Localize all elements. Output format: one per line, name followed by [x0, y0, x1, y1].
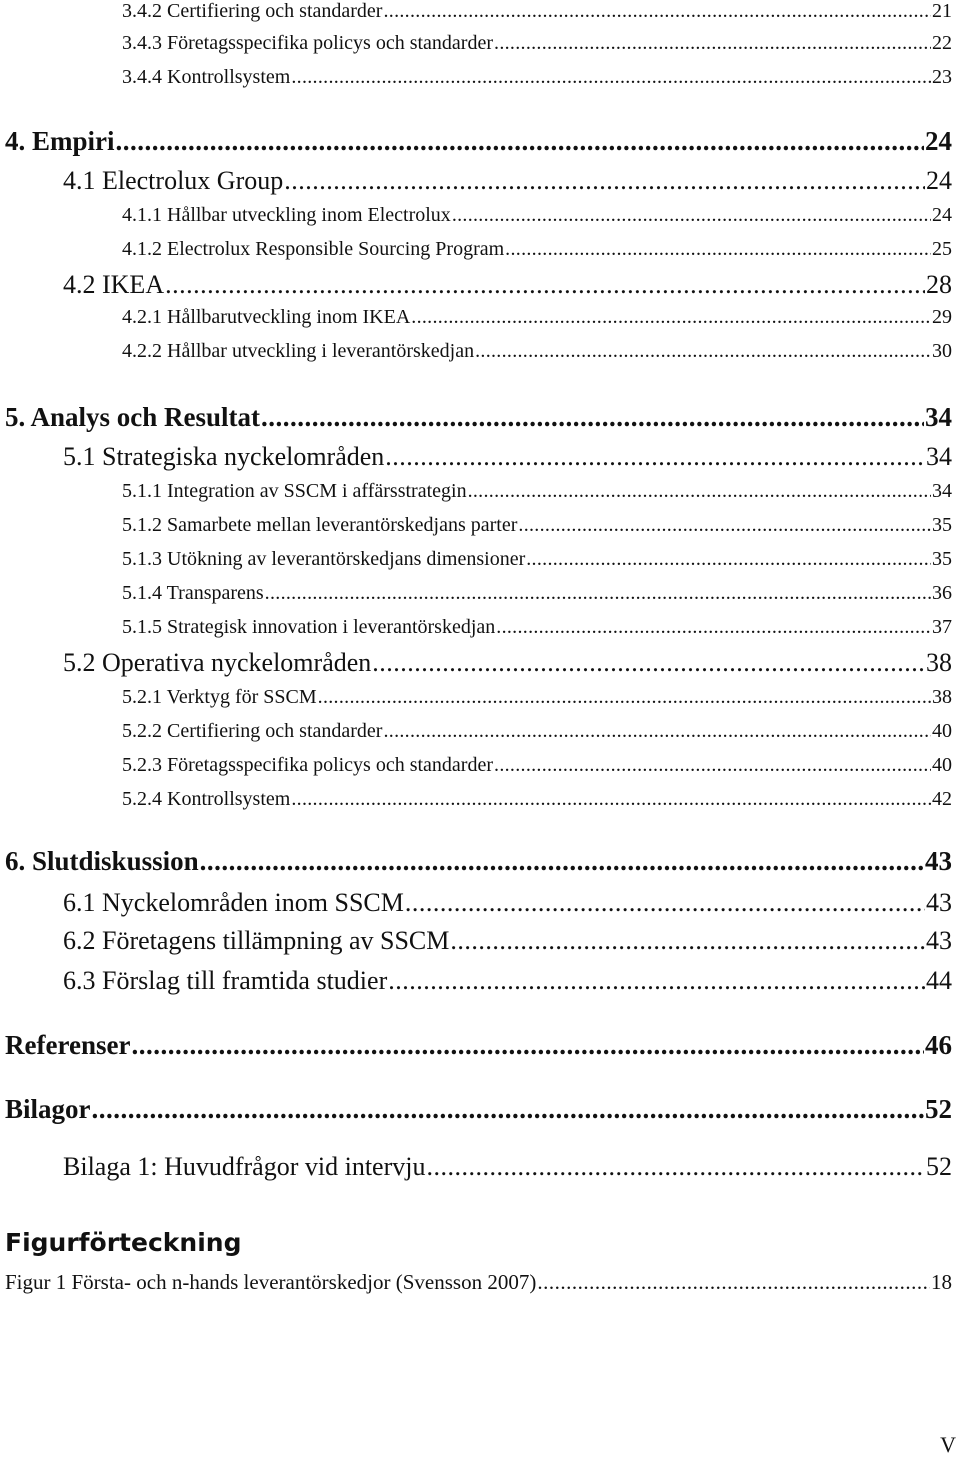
toc-entry-title: 4.2.2 Hållbar utveckling i leverantörskedjan — [122, 340, 475, 362]
toc-entry-page: 34 — [926, 442, 952, 471]
dot-leader — [468, 480, 931, 503]
dot-leader — [261, 402, 924, 433]
figure-entry[interactable] — [5, 1270, 952, 1295]
toc-entry-page: 46 — [925, 1030, 952, 1060]
dot-leader — [92, 1094, 925, 1125]
dot-leader — [383, 0, 931, 23]
toc-entry[interactable] — [63, 966, 952, 996]
dot-leader — [388, 966, 925, 996]
toc-entry-page: 38 — [926, 648, 952, 677]
dot-leader — [537, 1270, 930, 1295]
toc-entry-page: 42 — [932, 788, 952, 810]
dot-leader — [284, 166, 925, 196]
toc-entry-page: 30 — [932, 340, 952, 362]
dot-leader — [452, 204, 931, 227]
toc-entry[interactable] — [122, 480, 952, 503]
toc-entry-title: Bilagor — [5, 1094, 91, 1124]
toc-entry-page: 44 — [926, 966, 952, 995]
dot-leader — [372, 648, 925, 678]
toc-entry[interactable] — [122, 238, 952, 261]
toc-entry[interactable] — [122, 340, 952, 363]
toc-entry-title: 5.1.4 Transparens — [122, 582, 264, 604]
toc-entry[interactable] — [122, 616, 952, 639]
toc-entry[interactable] — [122, 548, 952, 571]
dot-leader — [426, 1152, 925, 1182]
toc-entry-page: 21 — [932, 0, 952, 22]
dot-leader — [475, 340, 931, 363]
toc-entry[interactable] — [63, 270, 952, 300]
toc-entry[interactable] — [122, 306, 952, 329]
toc-entry[interactable] — [122, 0, 952, 23]
figure-entry-page: 18 — [931, 1270, 952, 1294]
toc-entry-title: 5.1 Strategiska nyckelområden — [63, 442, 385, 471]
toc-entry[interactable] — [63, 648, 952, 678]
toc-entry-title: 5.2 Operativa nyckelområden — [63, 648, 372, 677]
toc-entry-page: 43 — [925, 846, 952, 876]
toc-entry-title: 6.2 Företagens tillämpning av SSCM — [63, 926, 450, 955]
toc-entry-page: 29 — [932, 306, 952, 328]
toc-entry-title: 3.4.3 Företagsspecifika policys och standarder — [122, 32, 494, 54]
toc-entry[interactable] — [5, 846, 952, 877]
toc-entry[interactable] — [5, 126, 952, 157]
toc-entry-title: 5.1.3 Utökning av leverantörskedjans dimensioner — [122, 548, 526, 570]
dot-leader — [518, 514, 931, 537]
dot-leader — [165, 270, 925, 300]
toc-entry-title: 5.2.4 Kontrollsystem — [122, 788, 291, 810]
dot-leader — [494, 754, 931, 777]
dot-leader — [200, 846, 924, 877]
page-number: V — [940, 1432, 956, 1457]
toc-entry-title: 4.1.2 Electrolux Responsible Sourcing Program — [122, 238, 505, 260]
toc-entry[interactable] — [122, 788, 952, 811]
toc-entry-title: 5.1.2 Samarbete mellan leverantörskedjans parter — [122, 514, 518, 536]
toc-entry[interactable] — [122, 204, 952, 227]
toc-entry[interactable] — [63, 926, 952, 956]
toc-entry-title: 4. Empiri — [5, 126, 115, 156]
toc-entry-page: 24 — [932, 204, 952, 226]
dot-leader — [494, 32, 931, 55]
toc-entry-page: 35 — [932, 548, 952, 570]
toc-entry-title: 5.2.2 Certifiering och standarder — [122, 720, 383, 742]
dot-leader — [411, 306, 931, 329]
toc-entry[interactable] — [122, 582, 952, 605]
toc-entry[interactable] — [122, 66, 952, 89]
dot-leader — [131, 1030, 924, 1061]
toc-entry[interactable] — [5, 1094, 952, 1125]
toc-entry-title: 3.4.4 Kontrollsystem — [122, 66, 291, 88]
toc-entry-title: 6. Slutdiskussion — [5, 846, 199, 876]
toc-entry[interactable] — [5, 1030, 952, 1061]
toc-entry-page: 36 — [932, 582, 952, 604]
toc-entry-page: 28 — [926, 270, 952, 299]
toc-entry-title: 5.2.1 Verktyg för SSCM — [122, 686, 317, 708]
dot-leader — [318, 686, 931, 709]
toc-entry-title: 4.2 IKEA — [63, 270, 165, 299]
toc-entry-title: 5. Analys och Resultat — [5, 402, 261, 432]
toc-entry-page: 22 — [932, 32, 952, 54]
toc-entry-page: 43 — [926, 888, 952, 917]
toc-entry[interactable] — [63, 888, 952, 918]
toc-entry-title: 5.1.1 Integration av SSCM i affärsstrategin — [122, 480, 467, 502]
dot-leader — [291, 66, 931, 89]
toc-entry[interactable] — [122, 514, 952, 537]
dot-leader — [505, 238, 931, 261]
toc-entry-page: 40 — [932, 754, 952, 776]
toc-entry-page: 52 — [926, 1152, 952, 1181]
toc-entry-title: 4.1.1 Hållbar utveckling inom Electrolux — [122, 204, 451, 226]
figures-heading: Figurförteckning — [5, 1228, 242, 1257]
toc-entry[interactable] — [122, 686, 952, 709]
figure-entry-title: Figur 1 Första- och n-hands leverantörskedjor (Svensson 2007) — [5, 1270, 537, 1294]
toc-entry-page: 25 — [932, 238, 952, 260]
toc-entry-page: 35 — [932, 514, 952, 536]
toc-entry[interactable] — [63, 166, 952, 196]
dot-leader — [291, 788, 931, 811]
toc-entry[interactable] — [63, 1152, 952, 1182]
toc-entry-title: 6.3 Förslag till framtida studier — [63, 966, 388, 995]
toc-entry[interactable] — [122, 32, 952, 55]
toc-entry[interactable] — [122, 754, 952, 777]
toc-entry[interactable] — [63, 442, 952, 472]
dot-leader — [405, 888, 925, 918]
toc-entry-page: 38 — [932, 686, 952, 708]
toc-entry-title: Bilaga 1: Huvudfrågor vid intervju — [63, 1152, 426, 1181]
toc-entry-page: 37 — [932, 616, 952, 638]
toc-entry-title: Referenser — [5, 1030, 131, 1060]
dot-leader — [116, 126, 924, 157]
dot-leader — [383, 720, 931, 743]
toc-entry[interactable] — [122, 720, 952, 743]
toc-entry-title: 6.1 Nyckelområden inom SSCM — [63, 888, 404, 917]
toc-entry-title: 4.1 Electrolux Group — [63, 166, 284, 195]
toc-entry-page: 23 — [932, 66, 952, 88]
toc-entry-title: 5.2.3 Företagsspecifika policys och standarder — [122, 754, 494, 776]
toc-entry[interactable] — [5, 402, 952, 433]
dot-leader — [265, 582, 931, 605]
toc-entry-page: 40 — [932, 720, 952, 742]
toc-entry-page: 52 — [925, 1094, 952, 1124]
toc-entry-page: 43 — [926, 926, 952, 955]
toc-entry-page: 24 — [925, 126, 952, 156]
dot-leader — [526, 548, 931, 571]
toc-entry-title: 3.4.2 Certifiering och standarder — [122, 0, 383, 22]
toc-entry-title: 5.1.5 Strategisk innovation i leverantörskedjan — [122, 616, 496, 638]
toc-entry-page: 24 — [926, 166, 952, 195]
toc-entry-page: 34 — [925, 402, 952, 432]
dot-leader — [385, 442, 925, 472]
dot-leader — [450, 926, 925, 956]
dot-leader — [496, 616, 931, 639]
toc-entry-title: 4.2.1 Hållbarutveckling inom IKEA — [122, 306, 411, 328]
toc-entry-page: 34 — [932, 480, 952, 502]
